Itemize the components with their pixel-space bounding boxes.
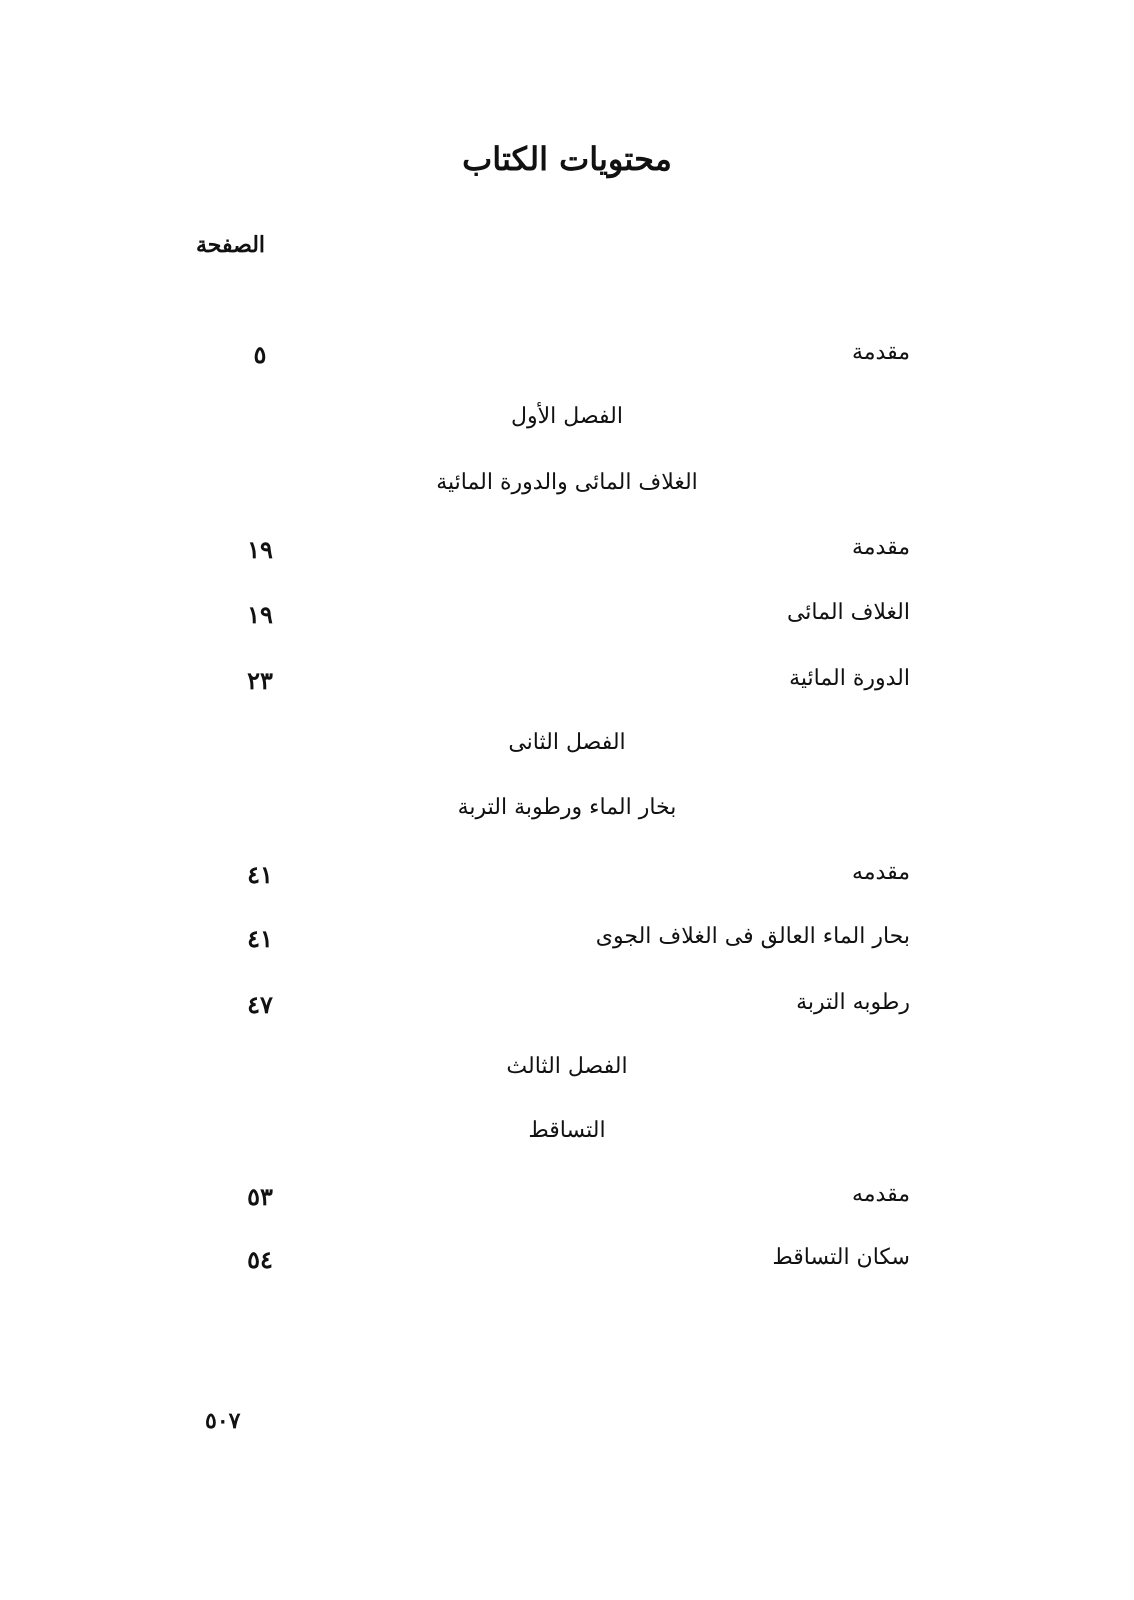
toc-entry-text: مقدمة bbox=[851, 535, 910, 560]
toc-entry bbox=[230, 1245, 910, 1285]
chapter-title: التساقط bbox=[528, 1118, 606, 1143]
toc-entry-text: مقدمه bbox=[851, 860, 910, 885]
chapter-label: الفصل الثالث bbox=[506, 1054, 628, 1079]
toc-entry-text: مقدمة bbox=[851, 340, 910, 365]
toc-entry-page: ٤١ bbox=[247, 924, 273, 953]
page-number: ٥٠٧ bbox=[205, 1408, 241, 1434]
toc-entry bbox=[230, 600, 910, 640]
toc-entry-text: الدورة المائية bbox=[789, 666, 910, 691]
toc-entry-page: ٥٣ bbox=[247, 1182, 273, 1211]
toc-entry-page: ٥ bbox=[253, 340, 267, 369]
toc-entry-text: سكان التساقط bbox=[772, 1245, 910, 1270]
chapter-label: الفصل الثانى bbox=[508, 730, 626, 755]
toc-entry bbox=[230, 340, 910, 380]
toc-entry-page: ١٩ bbox=[247, 600, 273, 629]
page-column-header: الصفحة bbox=[196, 232, 266, 258]
toc-entry-page: ٥٤ bbox=[247, 1245, 273, 1274]
chapter-title: الغلاف المائى والدورة المائية bbox=[436, 470, 698, 495]
chapter-label: الفصل الأول bbox=[511, 404, 623, 429]
toc-entry bbox=[230, 666, 910, 706]
toc-entry-text: مقدمه bbox=[851, 1182, 910, 1207]
toc-entry-page: ١٩ bbox=[247, 535, 273, 564]
toc-entry bbox=[230, 990, 910, 1030]
toc-entry-page: ٤٧ bbox=[247, 990, 273, 1019]
toc-entry-text: الغلاف المائى bbox=[786, 600, 910, 625]
page-title: محتويات الكتاب bbox=[462, 140, 672, 178]
toc-entry-text: بحار الماء العالق فى الغلاف الجوى bbox=[595, 924, 910, 949]
chapter-title: بخار الماء ورطوبة التربة bbox=[457, 795, 677, 820]
toc-entry bbox=[230, 860, 910, 900]
toc-entry-text: رطوبه التربة bbox=[796, 990, 910, 1015]
toc-entry bbox=[230, 924, 910, 964]
toc-entry bbox=[230, 535, 910, 575]
toc-entry-page: ٢٣ bbox=[247, 666, 273, 695]
toc-entry-page: ٤١ bbox=[247, 860, 273, 889]
toc-entry bbox=[230, 1182, 910, 1222]
